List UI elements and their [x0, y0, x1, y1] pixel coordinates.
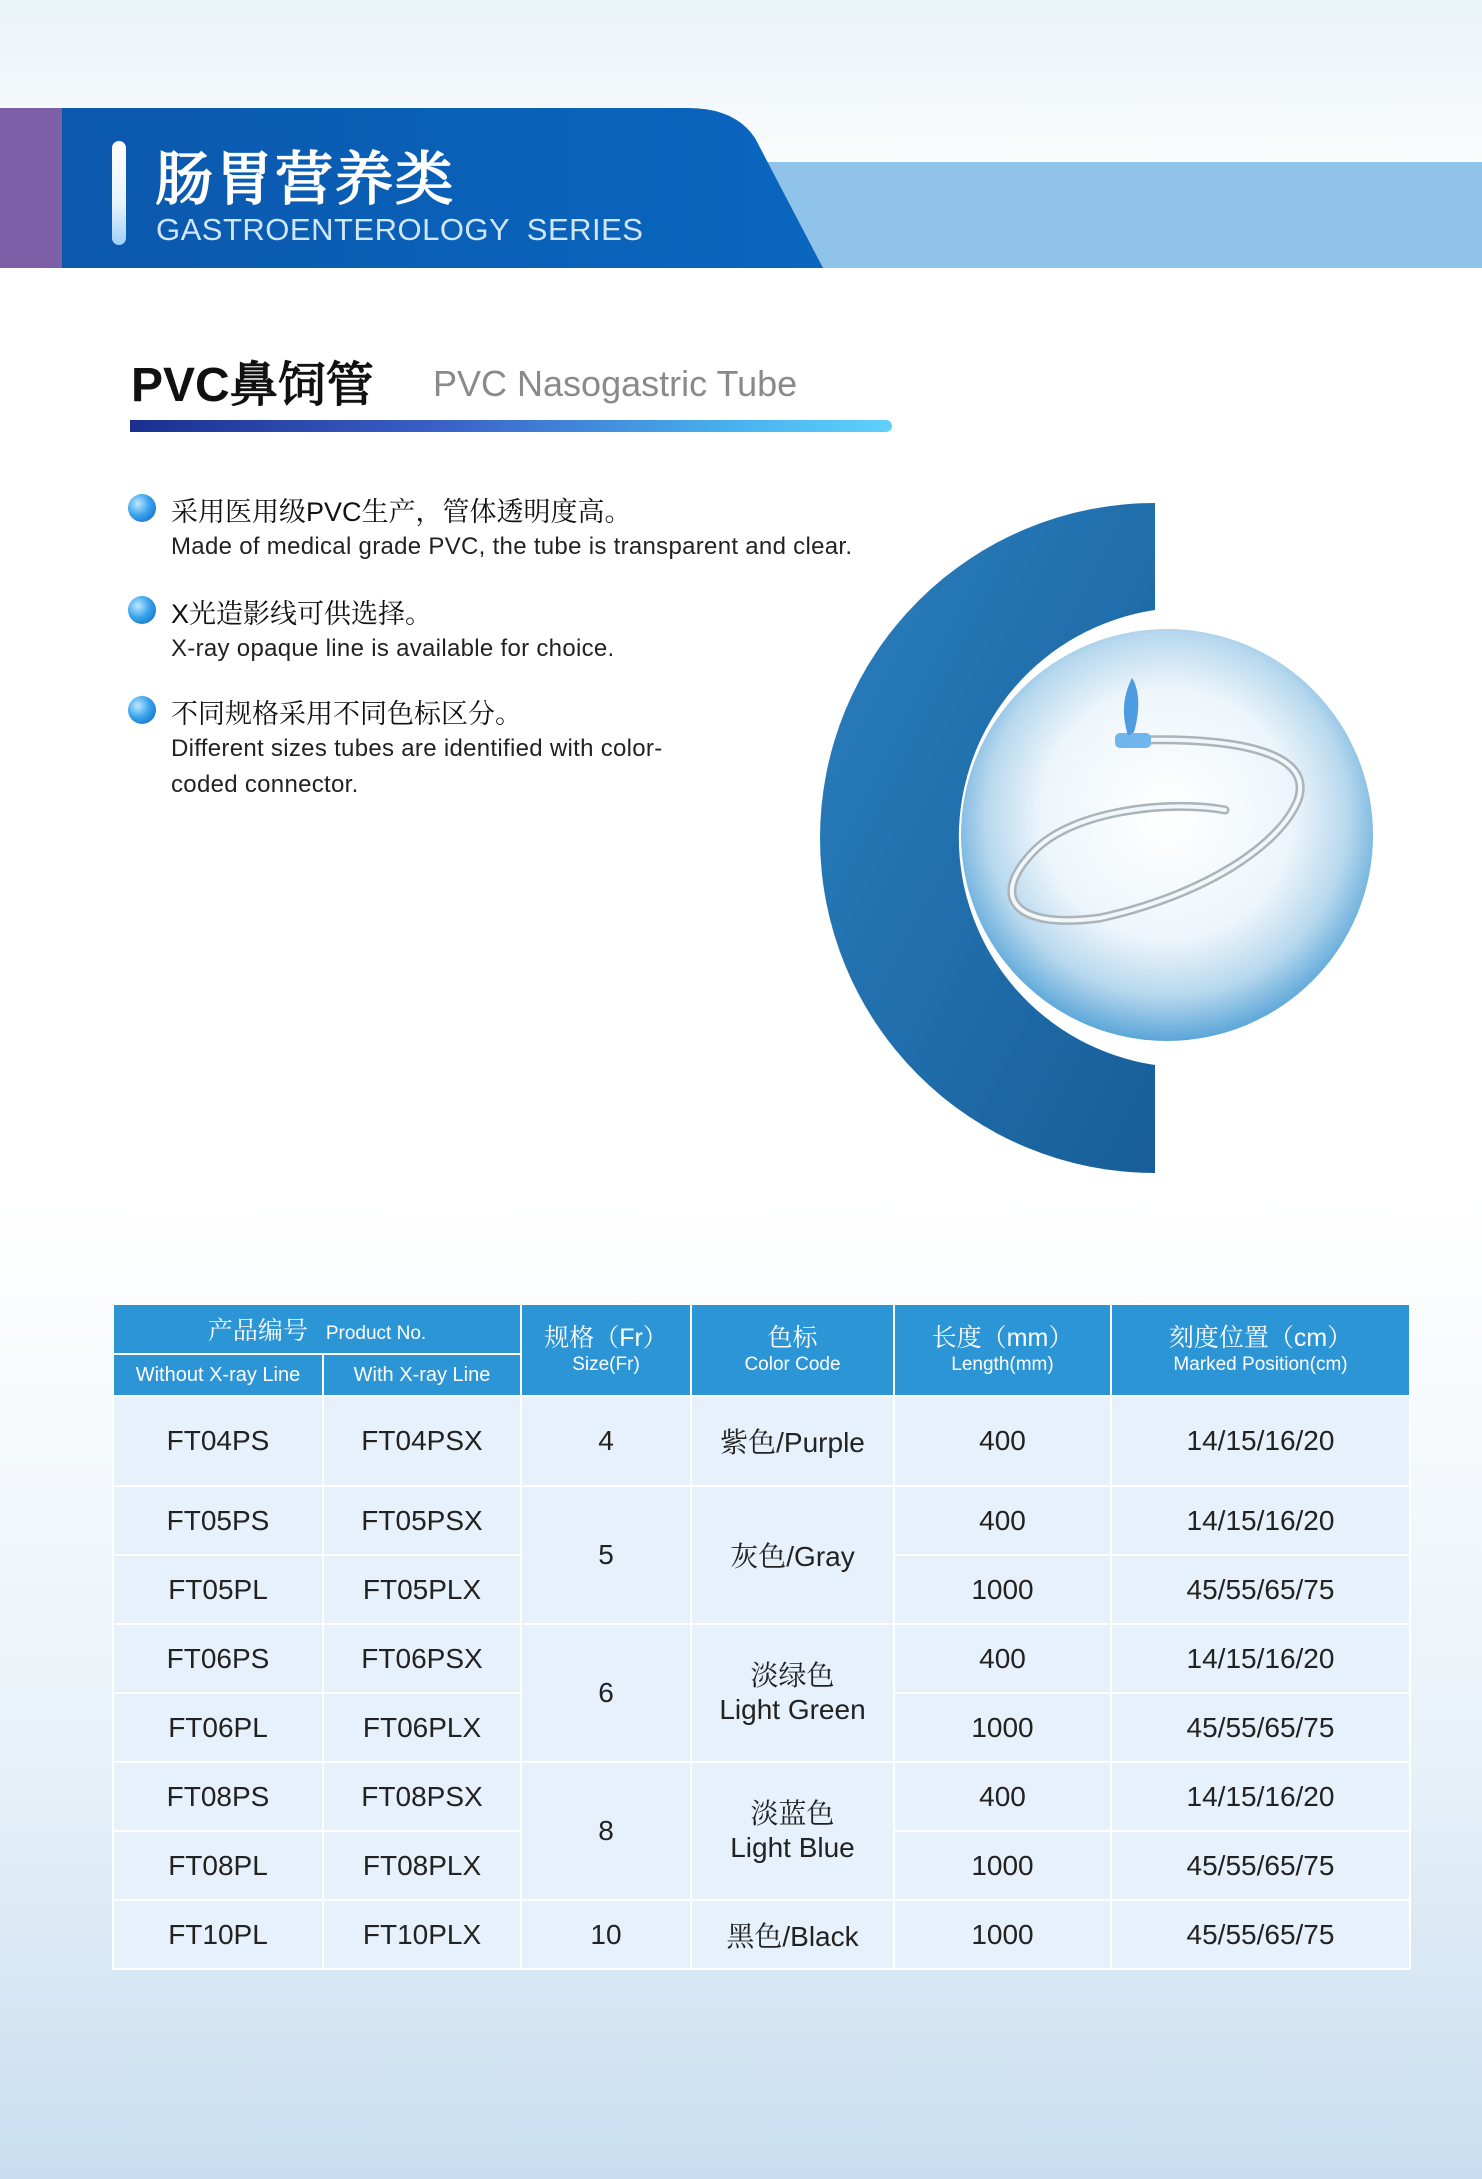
cell-mark: 14/15/16/20: [1111, 1486, 1410, 1555]
product-graphic: [810, 500, 1410, 1180]
cell-product-no: FT10PL: [113, 1900, 323, 1969]
cell-length: 1000: [894, 1555, 1111, 1624]
bullet-icon: [128, 596, 156, 624]
cell-product-no-x: FT08PLX: [323, 1831, 521, 1900]
product-name-cn: PVC鼻饲管: [131, 359, 374, 412]
header-without-line: Without X-ray Line: [113, 1354, 323, 1396]
cell-length: 1000: [894, 1693, 1111, 1762]
feature-en: Made of medical grade PVC, the tube is transparent and clear.: [171, 533, 853, 560]
title-underline: [130, 420, 892, 432]
cell-product-no-x: FT04PSX: [323, 1396, 521, 1486]
feature-cn: 不同规格采用不同色标区分。: [171, 699, 522, 729]
cell-product-no: FT05PL: [113, 1555, 323, 1624]
cell-length: 400: [894, 1486, 1111, 1555]
bullet-icon: [128, 696, 156, 724]
cell-product-no-x: FT08PSX: [323, 1762, 521, 1831]
header-size: 规格（Fr） Size(Fr): [521, 1304, 691, 1396]
cell-product-no-x: FT05PSX: [323, 1486, 521, 1555]
header-length: 长度（mm） Length(mm): [894, 1304, 1111, 1396]
cell-mark: 45/55/65/75: [1111, 1900, 1410, 1969]
cell-product-no-x: FT06PSX: [323, 1624, 521, 1693]
cell-color: 黑色/Black: [691, 1900, 894, 1969]
cell-mark: 14/15/16/20: [1111, 1624, 1410, 1693]
cell-product-no: FT04PS: [113, 1396, 323, 1486]
header-marked-position: 刻度位置（cm） Marked Position(cm): [1111, 1304, 1410, 1396]
feature-en: Different sizes tubes are identified with color-coded connector.: [171, 735, 663, 798]
cell-mark: 45/55/65/75: [1111, 1555, 1410, 1624]
cell-product-no-x: FT06PLX: [323, 1693, 521, 1762]
cell-product-no: FT08PS: [113, 1762, 323, 1831]
table-row: [113, 1396, 1410, 1486]
cell-color: 灰色/Gray: [691, 1486, 894, 1624]
cell-product-no: FT08PL: [113, 1831, 323, 1900]
cell-mark: 45/55/65/75: [1111, 1831, 1410, 1900]
cell-product-no-x: FT10PLX: [323, 1900, 521, 1969]
cell-product-no: FT05PS: [113, 1486, 323, 1555]
cell-product-no: FT06PS: [113, 1624, 323, 1693]
cell-size: 8: [521, 1762, 691, 1900]
table-row: [113, 1624, 1410, 1693]
cell-mark: 14/15/16/20: [1111, 1762, 1410, 1831]
table-row: [113, 1486, 1410, 1555]
cell-size: 10: [521, 1900, 691, 1969]
header-color: 色标 Color Code: [691, 1304, 894, 1396]
table-row: [113, 1900, 1410, 1969]
cell-mark: 14/15/16/20: [1111, 1396, 1410, 1486]
spec-table: [112, 1303, 1411, 1970]
feature-en: X-ray opaque line is available for choice.: [171, 635, 615, 662]
series-subtitle: GASTROENTEROLOGY SERIES: [156, 212, 644, 247]
cell-length: 400: [894, 1396, 1111, 1486]
cell-length: 1000: [894, 1900, 1111, 1969]
cell-length: 400: [894, 1624, 1111, 1693]
header-product-no: 产品编号 Product No.: [113, 1304, 521, 1354]
cell-size: 5: [521, 1486, 691, 1624]
cell-color: 紫色/Purple: [691, 1396, 894, 1486]
cell-mark: 45/55/65/75: [1111, 1693, 1410, 1762]
cell-color: 淡绿色 Light Green: [691, 1624, 894, 1762]
bullet-icon: [128, 494, 156, 522]
cell-size: 4: [521, 1396, 691, 1486]
product-name-en: PVC Nasogastric Tube: [433, 363, 798, 404]
cell-size: 6: [521, 1624, 691, 1762]
header-with-line: With X-ray Line: [323, 1354, 521, 1396]
banner-accent-bar: [112, 141, 126, 245]
cell-product-no-x: FT05PLX: [323, 1555, 521, 1624]
cell-product-no: FT06PL: [113, 1693, 323, 1762]
table-row: [113, 1762, 1410, 1831]
feature-cn: X光造影线可供选择。: [171, 599, 433, 629]
series-title: 肠胃营养类: [155, 147, 456, 212]
cell-color: 淡蓝色 Light Blue: [691, 1762, 894, 1900]
feature-cn: 采用医用级PVC生产，管体透明度高。: [171, 497, 632, 527]
cell-length: 400: [894, 1762, 1111, 1831]
product-sphere: [961, 629, 1373, 1041]
cell-length: 1000: [894, 1831, 1111, 1900]
